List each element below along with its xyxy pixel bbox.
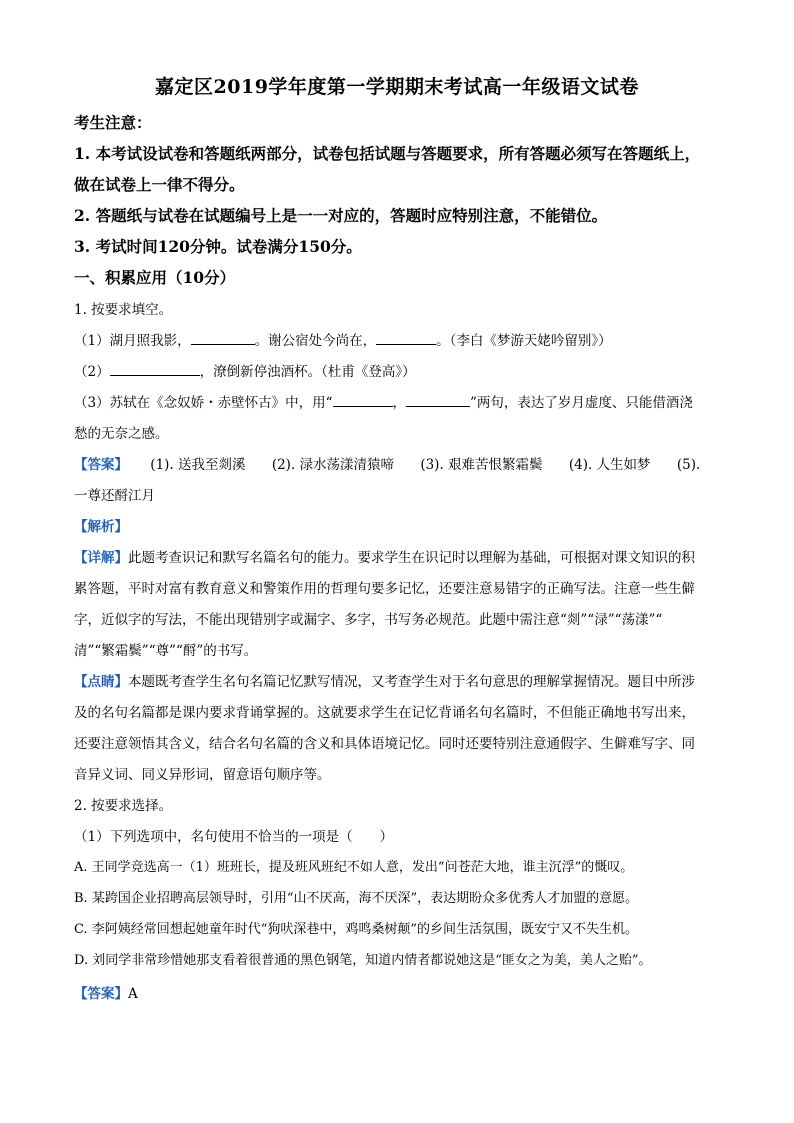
answer-item: (4). 人生如梦 [568,457,651,473]
section-heading: 一、积累应用（10分） [74,268,236,287]
q1-sentence-3-cont: 愁的无奈之感。 [74,426,169,442]
answer-item: (5). [676,457,701,473]
answer-value: A [128,986,138,1002]
point-line-1: 【点睛】本题既考查学生名句名篇记忆默写情况，又考查学生对于名句意思的理解掌握情况。题目中所涉 [74,674,695,690]
point-tag: 【点睛】 [74,674,128,690]
detail-tag: 【详解】 [74,550,128,566]
q2-sub-question: （1）下列选项中，名句使用不恰当的一项是（ ） [74,829,394,845]
answer-item: (2). 渌水荡漾清猿啼 [271,457,395,473]
blank-3 [110,363,200,376]
answer-item: (1). 送我至剡溪 [150,457,246,473]
notice-heading: 考生注意： [74,113,152,132]
point-line-4: 音异义词、同义异形词，留意语句顺序等。 [74,767,331,783]
notice-item-2: 2. 答题纸与试卷在试题编号上是一一对应的，答题时应特别注意，不能错位。 [74,206,608,225]
option-c: C. 李阿姨经常回想起她童年时代“狗吠深巷中，鸡鸣桑树颠”的乡间生活氛围，既安宁又不失生机。 [74,922,639,937]
option-a: A. 王同学竞选高一（1）班班长，提及班风班纪不如人意，发出“问苍茫大地，谁主沉浮”的慨叹。 [74,860,634,875]
blank-5 [406,394,470,407]
detail-line-3: 字，近似字的写法，不能出现错别字或漏字、多字，书写务必规范。此题中需注意“剡”“渌”“荡漾”“ [74,612,663,628]
q1-stem: 1. 按要求填空。 [74,302,173,318]
option-d: D. 刘同学非常珍惜她那支看着很普通的黑色钢笔，知道内情者都说她这是“匪女之为美，美人之贻”。 [74,953,652,968]
q2-stem: 2. 按要求选择。 [74,798,173,814]
q1-answer-cont: 一尊还酹江月 [74,488,155,504]
answer-tag: 【答案】 [74,986,128,1002]
notice-item-1-cont: 做在试卷上一律不得分。 [74,175,245,194]
q1-sentence-1: （1）湖月照我影， 。谢公宿处今尚在， 。（李白《梦游天姥吟留别》） [74,333,612,349]
detail-line-4: 清”“繁霜鬓”“尊”“酹”的书写。 [74,643,258,659]
answer-tag: 【答案】 [74,457,128,473]
answer-item: (3). 艰难苦恨繁霜鬓 [420,457,543,473]
detail-line-2: 累答题，平时对富有教育意义和警策作用的哲理句要多记忆，还要注意易错字的正确写法。注意一些生僻 [74,581,695,597]
point-line-2: 及的名句名篇都是课内要求背诵掌握的。这就要求学生在记忆背诵名句名篇时，不但能正确地书写出来， [74,705,695,721]
q1-sentence-3: （3）苏轼在《念奴娇・赤壁怀古》中，用“ ， ”两句，表达了岁月虚度、只能借酒浇 [74,395,693,411]
point-line-3: 还要注意领悟其含义，结合名句名篇的含义和具体语境记忆。同时还要特别注意通假字、生僻难写字、同 [74,736,695,752]
notice-item-3: 3. 考试时间120分钟。试卷满分150分。 [74,237,362,256]
blank-1 [191,332,255,345]
blank-4 [333,394,393,407]
notice-item-1: 1. 本考试设试卷和答题纸两部分，试卷包括试题与答题要求，所有答题必须写在答题纸上， [74,144,701,163]
q2-answer [74,982,138,1002]
analysis-tag: 【解析】 [74,519,128,535]
q1-answer [74,453,700,473]
q1-sentence-2: （2） ，潦倒新停浊酒杯。（杜甫《登高》） [74,364,416,380]
option-b: B. 某跨国企业招聘高层领导时，引用“山不厌高，海不厌深”，表达期盼众多优秀人才加盟的意愿。 [74,891,639,906]
blank-2 [376,332,436,345]
detail-line-1: 【详解】此题考查识记和默写名篇名句的能力。要求学生在识记时以理解为基础，可根据对课文知识的积 [74,550,695,566]
page-title: 嘉定区2019学年度第一学期期末考试高一年级语文试卷 [155,76,639,98]
